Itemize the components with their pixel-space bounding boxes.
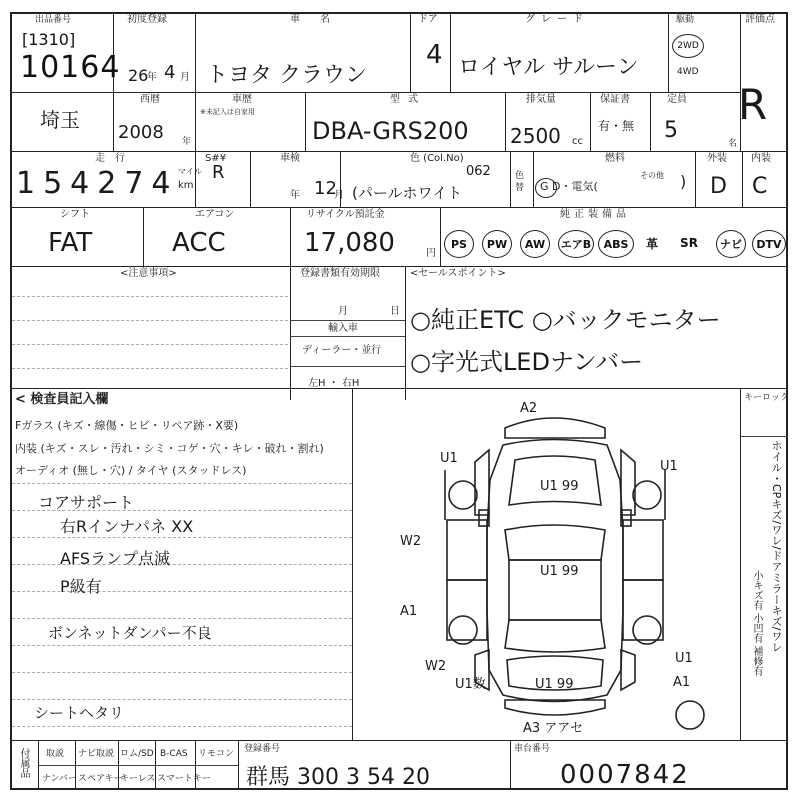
sales-point-2: ○字光式LEDナンバー	[410, 348, 644, 376]
recycle-label: リサイクル預託金	[306, 209, 385, 220]
eval-score: R	[738, 80, 768, 129]
capacity-unit: 名	[728, 139, 738, 149]
reg-day: 日	[390, 306, 400, 317]
inspection-year-unit: 年	[290, 190, 300, 201]
mileage-label: 走行	[95, 153, 135, 164]
inspector-label: < 検査員記入欄	[15, 392, 109, 407]
mark-a1-left: A1	[400, 604, 418, 619]
mileage: 154274	[16, 166, 179, 201]
lot-code: [1310]	[22, 30, 76, 49]
eval-label: 評価点	[745, 14, 775, 25]
region: 埼玉	[40, 108, 80, 132]
recycle-unit: 円	[426, 248, 436, 259]
first-reg-year-unit: 年	[147, 72, 157, 83]
mark-u1-roof: U1 99	[540, 564, 579, 579]
shift: FAT	[48, 228, 93, 258]
spare-label: スペアキー	[78, 774, 123, 784]
exterior: D	[710, 174, 727, 199]
keyless-label: キーレス	[120, 774, 156, 784]
side-marks: 小キズ有 小凹有 補修有	[751, 570, 762, 677]
grade-label: グレード	[525, 14, 589, 25]
chassis-label: 車台番号	[514, 744, 551, 754]
color: (パールホワイト	[352, 184, 463, 202]
capacity-label: 定員	[667, 94, 687, 105]
note-5: ボンネットダンパー不良	[48, 624, 212, 642]
mileage-unit: km	[178, 180, 194, 191]
color-label: 色 (Col.No)	[410, 153, 464, 164]
mark-w2-rear: W2	[425, 659, 447, 674]
car-name: トヨタ クラウン	[206, 63, 367, 88]
door-label: ドア	[418, 14, 438, 25]
equip-navi: ナビ	[716, 230, 746, 258]
sales-label: <セールスポイント>	[410, 268, 506, 279]
first-reg-month-unit: 月	[180, 72, 190, 83]
exterior-label: 外装	[707, 153, 727, 164]
displacement-unit: cc	[572, 136, 583, 147]
note-3: AFSランプ点滅	[60, 549, 171, 568]
note-4: P級有	[60, 577, 102, 596]
model: DBA-GRS200	[312, 117, 469, 145]
mark-w2-left: W2	[400, 534, 422, 549]
number-label: ナンバー	[42, 774, 77, 784]
western-label: 西暦	[140, 94, 160, 105]
warranty-value: 有・無	[598, 119, 635, 133]
equip-leather: 革	[645, 236, 658, 251]
mark-u1-hood: U1 99	[540, 479, 579, 494]
ac-label: エアコン	[195, 209, 235, 220]
sw-value: R	[212, 162, 225, 183]
rom-label: ロム/SD	[120, 749, 154, 759]
drive-4wd: 4WD	[677, 67, 699, 77]
mark-a1-rr: A1	[673, 675, 691, 690]
side-labels: ホイル・CPキズ/ワレ/ドアミラーキズ/ワレ	[770, 440, 783, 653]
ac: ACC	[172, 228, 226, 258]
mileage-unit-top: マイル	[178, 167, 202, 176]
color-change-label: 色替	[515, 171, 525, 193]
mark-u1-rr: U1	[675, 651, 693, 666]
reg-label: 登録書類有効期限	[300, 268, 380, 279]
plate: 群馬 300 3 54 20	[246, 765, 430, 790]
mark-a2: A2	[520, 401, 538, 416]
car-diagram	[355, 390, 740, 740]
fuel-other: その他	[640, 171, 664, 180]
first-reg-label: 初度登録	[127, 14, 167, 25]
glass-line: Fガラス (キズ・線傷・ヒビ・リペア跡・X要)	[15, 419, 239, 432]
note-6: シートヘタリ	[34, 704, 125, 722]
capacity: 5	[664, 118, 678, 143]
mark-u1-fr: U1	[660, 459, 678, 474]
inspection-month-unit: 月	[334, 190, 344, 201]
inspection-month: 12	[314, 178, 337, 199]
navi-manual-label: ナビ取説	[78, 749, 115, 759]
equip-airbag: エアB	[558, 230, 594, 258]
car-name-label: 車名	[290, 14, 350, 25]
mark-u1-rear: U1数	[455, 677, 486, 692]
displacement: 2500	[510, 124, 561, 148]
history-note: ※未記入は自家用	[200, 108, 255, 116]
equip-ps: PS	[444, 230, 474, 258]
drive-label: 駆動	[676, 15, 695, 25]
fuel-close: )	[680, 172, 687, 191]
interior: C	[752, 174, 768, 199]
audio-line: オーディオ (無し・穴) / タイヤ (スタッドレス)	[15, 464, 247, 477]
equip-aw: AW	[520, 230, 550, 258]
caution-label: <注意事項>	[120, 268, 177, 279]
reg-month: 月	[338, 306, 348, 317]
import-label: 輸入車	[328, 323, 358, 334]
mark-u1-fl: U1	[440, 451, 458, 466]
color-code: 062	[466, 164, 491, 179]
door-value: 4	[426, 40, 443, 70]
key-label: キーロック	[744, 393, 789, 403]
bcas-label: B-CAS	[160, 749, 188, 759]
equip-dtv: DTV	[752, 230, 786, 258]
lot-number: 10164	[20, 50, 121, 85]
dealer-label: ディーラー・並行	[302, 345, 382, 356]
model-label: 型式	[390, 94, 426, 105]
equip-abs: ABS	[598, 230, 634, 258]
equip-label: 純正装備品	[560, 209, 630, 220]
manual-label: 取説	[46, 749, 65, 759]
smartkey-label: スマートキー	[157, 774, 211, 784]
chassis: 0007842	[560, 760, 690, 790]
equip-pw: PW	[482, 230, 512, 258]
remote-label: リモコン	[198, 749, 235, 759]
stock-label: 出品番号	[35, 15, 72, 25]
note-2: 右Rインナパネ XX	[60, 517, 194, 536]
fuel-label: 燃料	[605, 153, 625, 164]
grade: ロイヤル サルーン	[458, 55, 639, 80]
warranty-label: 保証書	[600, 94, 630, 105]
mark-a3: A3 アアセ	[523, 721, 584, 736]
lr-label: 左H ・ 右H	[308, 378, 360, 389]
recycle: 17,080	[304, 228, 395, 258]
note-1: コアサポート	[38, 493, 135, 512]
equip-sunroof: SR	[680, 236, 698, 250]
first-reg-month: 4	[164, 62, 176, 83]
interior-line: 内装 (キズ・スレ・汚れ・シミ・コゲ・穴・キレ・破れ・割れ)	[15, 442, 324, 455]
accessory-label: 付属品	[18, 748, 29, 778]
sw-label: S#¥	[205, 153, 227, 164]
shift-label: シフト	[60, 209, 90, 220]
mark-u1-trunk: U1 99	[535, 677, 574, 692]
sales-point-1: ○純正ETC ○バックモニター	[410, 306, 721, 334]
plate-label: 登録番号	[244, 744, 281, 754]
western-year: 2008	[118, 122, 164, 143]
drive-2wd: 2WD	[672, 34, 704, 58]
history-label: 車歴	[232, 94, 252, 105]
interior-label: 内装	[751, 153, 771, 164]
first-reg-year: 26	[128, 66, 149, 85]
inspection-label: 車検	[280, 153, 300, 164]
fuel-options: G D・電気(	[540, 180, 598, 193]
western-unit: 年	[182, 137, 192, 147]
displacement-label: 排気量	[526, 94, 556, 105]
